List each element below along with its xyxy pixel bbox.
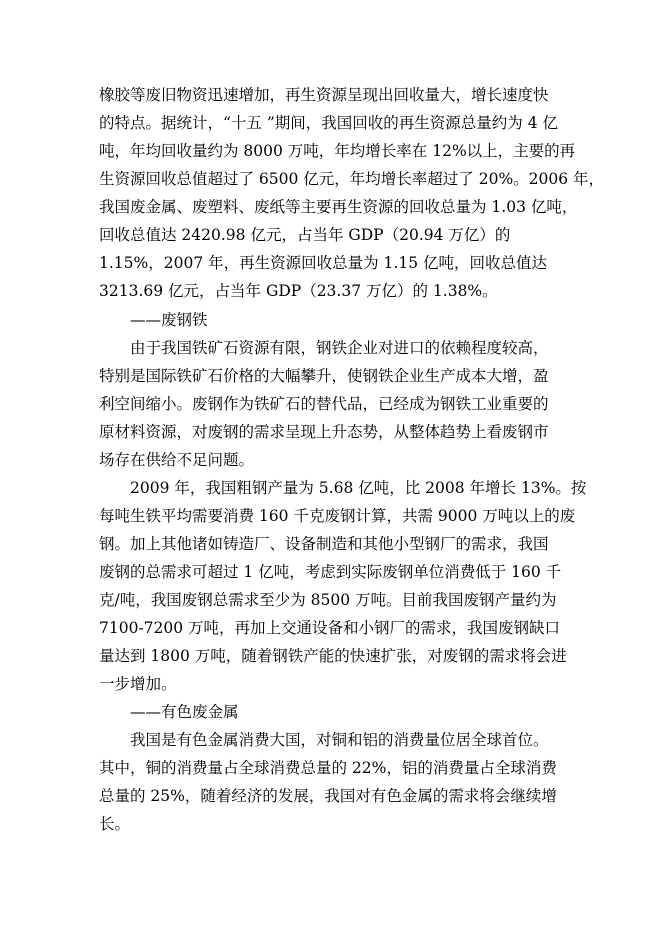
text-line-21: 量达到 1800 万吨，随着钢铁产能的快速扩张，对废钢的需求将会进 bbox=[99, 647, 567, 665]
text-line-6: 回收总值达 2420.98 亿元，占当年 GDP（20.94 万亿）的 bbox=[99, 226, 511, 244]
text-line-27: 长。 bbox=[99, 815, 131, 833]
text-line-12: 利空间缩小。废钢作为铁矿石的替代品，已经成为钢铁工业重要的 bbox=[99, 395, 549, 413]
text-line-8: 3213.69 亿元，占当年 GDP（23.37 万亿）的 1.38%。 bbox=[99, 282, 498, 300]
text-line-16: 每吨生铁平均需要消费 160 千克废钢计算，共需 9000 万吨以上的废 bbox=[99, 507, 576, 525]
section-heading-nonferrous: ——有色废金属 bbox=[130, 703, 239, 721]
text-line-14: 场存在供给不足问题。 bbox=[99, 451, 255, 469]
section-heading-scrap-steel: ——废钢铁 bbox=[130, 311, 208, 329]
text-line-15: 2009 年，我国粗钢产量为 5.68 亿吨，比 2008 年增长 13%。按 bbox=[130, 479, 587, 497]
text-line-3: 吨，年均回收量约为 8000 万吨，年均增长率在 12%以上，主要的再 bbox=[99, 142, 576, 160]
text-line-24: 我国是有色金属消费大国，对铜和铝的消费量位居全球首位。 bbox=[130, 731, 549, 749]
text-line-17: 钢。加上其他诸如铸造厂、设备制造和其他小型钢厂的需求，我国 bbox=[99, 535, 549, 553]
text-line-22: 一步增加。 bbox=[99, 675, 177, 693]
text-line-7: 1.15%，2007 年，再生资源回收总量为 1.15 亿吨，回收总值达 bbox=[99, 254, 547, 272]
text-line-19: 克/吨，我国废钢总需求至少为 8500 万吨。目前我国废钢产量约为 bbox=[99, 591, 557, 609]
text-line-2: 的特点。据统计，“十五 ”期间，我国回收的再生资源总量约为 4 亿 bbox=[99, 114, 558, 132]
text-line-20: 7100-7200 万吨，再加上交通设备和小钢厂的需求，我国废钢缺口 bbox=[99, 619, 561, 637]
text-line-10: 由于我国铁矿石资源有限，钢铁企业对进口的依赖程度较高， bbox=[130, 339, 549, 357]
text-line-1: 橡胶等废旧物资迅速增加，再生资源呈现出回收量大，增长速度快 bbox=[99, 86, 549, 104]
text-line-26: 总量的 25%，随着经济的发展，我国对有色金属的需求将会继续增 bbox=[99, 787, 557, 805]
text-line-13: 原材料资源，对废钢的需求呈现上升态势，从整体趋势上看废钢市 bbox=[99, 423, 549, 441]
text-line-25: 其中，铜的消费量占全球消费总量的 22%，铝的消费量占全球消费 bbox=[99, 759, 557, 777]
text-line-5: 我国废金属、废塑料、废纸等主要再生资源的回收总量为 1.03 亿吨， bbox=[99, 198, 578, 216]
text-line-18: 废钢的总需求可超过 1 亿吨，考虑到实际废钢单位消费低于 160 千 bbox=[99, 563, 562, 581]
text-line-4: 生资源回收总值超过了 6500 亿元，年均增长率超过了 20%。2006 年， bbox=[99, 170, 605, 188]
text-line-11: 特别是国际铁矿石价格的大幅攀升，使钢铁企业生产成本大增，盈 bbox=[99, 367, 549, 385]
